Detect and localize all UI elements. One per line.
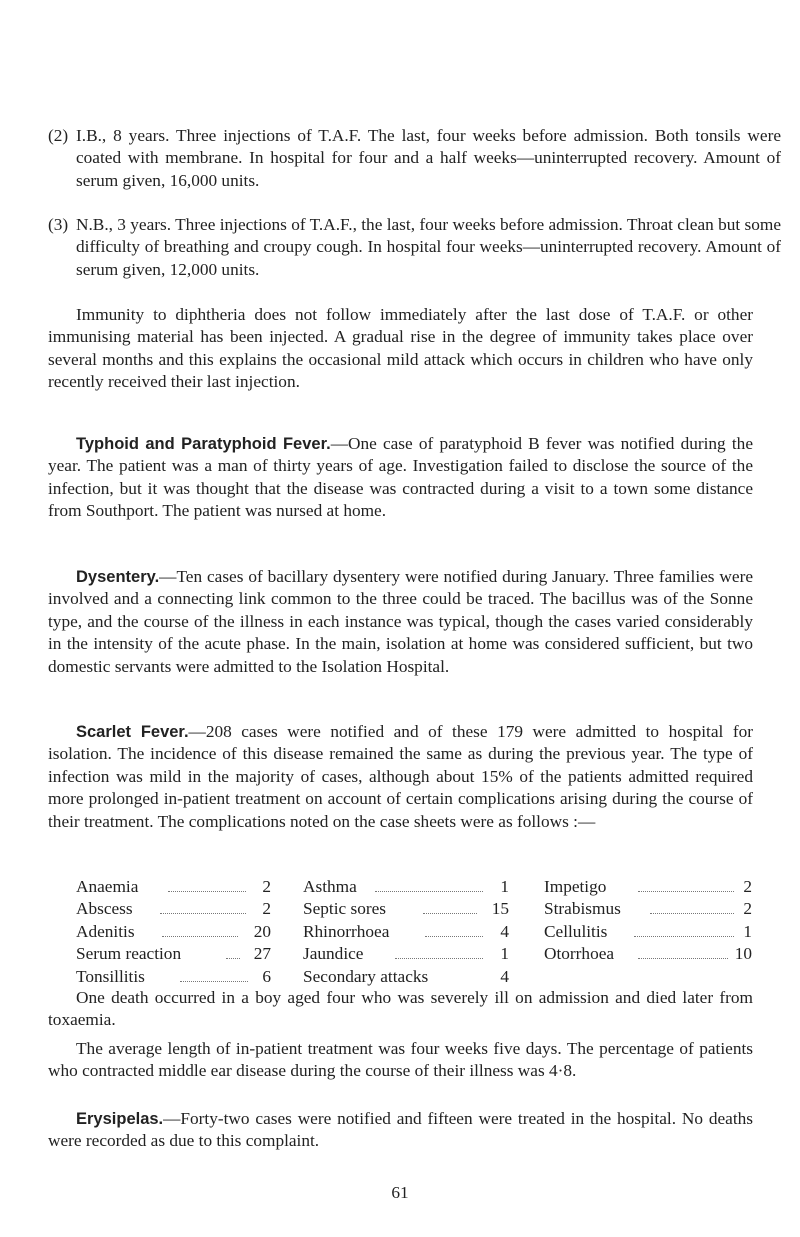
complication-row: Tonsillitis 6 [76,966,271,986]
complication-row: Anaemia 2 [76,877,271,896]
complication-row: Strabismus 2 [544,899,752,919]
page-number: 61 [391,1183,409,1202]
section-heading: Dysentery. [76,568,160,586]
complication-row: Cellulitis 1 [544,921,752,941]
case-3 [48,214,781,281]
section-heading: Typhoid and Paratyphoid Fever. [76,435,331,453]
case-text: I.B., 8 years. Three injections of T.A.F. The last, four weeks before admission. Both tonsils were coated with membrane. In hospital for four and a half weeks—uninterrupted recovery. Amount of serum given, 16,000 units. [76,126,781,190]
complication-row: Rhinorrhoea 4 [303,921,509,941]
complications-column-2 [303,876,509,988]
complication-row: Asthma 1 [303,877,509,896]
case-2 [48,125,781,192]
complication-row: Jaundice 1 [303,944,509,964]
complications-column-3 [544,876,752,966]
complication-row: Adenitis 20 [76,921,271,941]
section-text: —Forty-two cases were notified and fifteen were treated in the hospital. No deaths were recorded as due to this complaint. [48,1109,753,1151]
immunity-paragraph: Immunity to diphtheria does not follow immediately after the last dose of T.A.F. or other immunising material has been injected. A gradual rise in the degree of immunity takes place over several months and this explains the occasional mild attack which occurs in children who have only recently received their last injection. [48,305,753,392]
complication-row: Secondary attacks 4 [303,966,509,986]
complication-row: Serum reaction 27 [76,944,271,964]
complication-row: Otorrhoea 10 [544,944,752,964]
case-text: N.B., 3 years. Three injections of T.A.F., the last, four weeks before admission. Throat clean but some difficulty of breathing and croupy cough. In hospital four weeks—uninterrupted recovery. Amount of serum given, 12,000 units. [76,215,781,279]
typhoid-section [48,433,753,523]
section-text: —One case of paratyphoid B fever was notified during the year. The patient was a man of thirty years of age. Investigation failed to disclose the source of the infection, but it was thought that the disease was contracted during a visit to a town some distance from Southport. The patient was nursed at home. [48,434,753,521]
dysentery-section [48,566,753,678]
complication-row: Septic sores 15 [303,899,509,919]
complications-column-1 [76,876,271,988]
case-number: (3) [48,215,69,234]
death-paragraph: One death occurred in a boy aged four who was severely ill on admission and died later from toxaemia. [48,988,753,1030]
scarlet-fever-section [48,721,753,833]
section-heading: Erysipelas. [76,1110,164,1128]
section-text: —Ten cases of bacillary dysentery were notified during January. Three families were involved and a connecting link common to the three could be traced. The bacillus was of the Sonne type, and the course of the illness in each instance was typical, though the cases varied considerably in the intensity of the acute phase. In the main, isolation at home was considered sufficient, but two domestic servants were admitted to the Isolation Hospital. [48,567,753,676]
erysipelas-section [48,1108,753,1153]
average-paragraph: The average length of in-patient treatment was four weeks five days. The percentage of patients who contracted middle ear disease during the course of their illness was 4·8. [48,1039,753,1081]
case-number: (2) [48,126,69,145]
complications-table [48,876,753,988]
complication-row: Abscess 2 [76,899,271,919]
section-heading: Scarlet Fever. [76,723,189,741]
section-text: —208 cases were notified and of these 179 were admitted to hospital for isolation. The incidence of this disease remained the same as during the previous year. The type of infection was mild in the majority of cases, although about 15% of the patients admitted required more prolonged in-patient treatment on account of certain complications arising during the course of their treatment. The complications noted on the case sheets were as follows :— [48,722,753,831]
complication-row: Impetigo 2 [544,877,752,896]
